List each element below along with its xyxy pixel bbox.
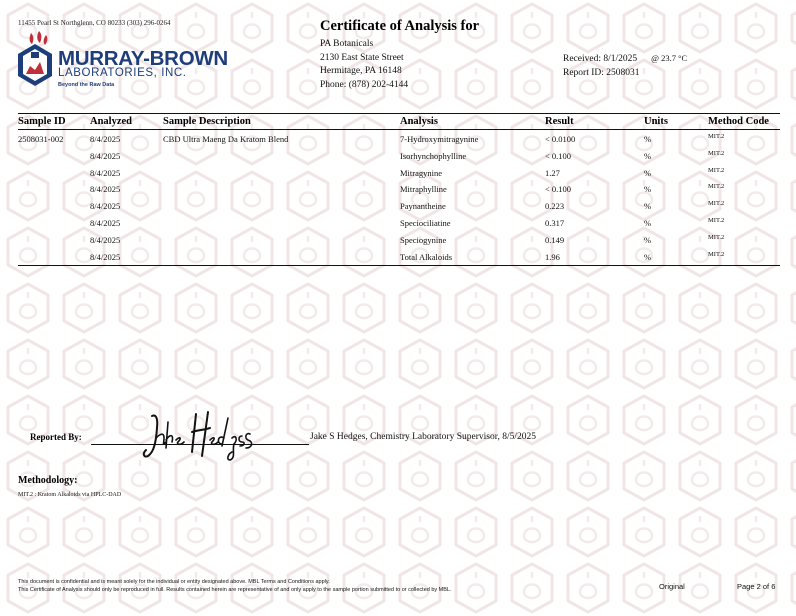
lab-logo <box>16 30 228 92</box>
cell-analyzed: 8/4/2025 <box>90 251 121 262</box>
methodology-note: MIT.2 : Kratom Alkaloids via HPLC-DAD <box>18 492 122 498</box>
cell-method-code: MIT.2 <box>708 166 725 174</box>
cell-method-code: MIT.2 <box>708 233 725 241</box>
footer-confidential: This document is confidential and is meant solely for the individual or entity designated above. MBL Terms and Conditions apply. <box>18 579 330 585</box>
cell-units: % <box>644 251 652 262</box>
client-phone: Phone: (878) 202-4144 <box>320 79 409 90</box>
cell-result: 0.317 <box>545 218 565 228</box>
footer-page: Page 2 of 6 <box>737 582 776 591</box>
reported-by-signer: Jake S Hedges, Chemistry Laboratory Supervisor, 8/5/2025 <box>310 432 537 442</box>
cell-method-code: MIT.2 <box>708 149 725 157</box>
cell-analysis: 7-Hydroxymitragynine <box>400 134 479 144</box>
received-temperature: @ 23.7 °C <box>651 53 688 63</box>
lab-name: MURRAY-BROWN <box>58 47 228 70</box>
cell-analyzed: 8/4/2025 <box>90 150 121 161</box>
cell-units: % <box>644 201 652 212</box>
cell-analysis: Mitraphylline <box>400 184 447 195</box>
header-units: Units <box>644 116 668 127</box>
methodology-title: Methodology: <box>18 475 78 486</box>
cell-analyzed: 8/4/2025 <box>90 134 121 144</box>
cell-result: < 0.0100 <box>545 134 576 144</box>
lab-address: 11455 Pearl St Northglenn, CO 80233 (303) 296-0264 <box>18 19 171 27</box>
cell-units: % <box>644 167 652 178</box>
cell-method-code: MIT.2 <box>708 200 725 208</box>
lab-tagline: Beyond the Raw Data <box>58 82 115 88</box>
cell-units: % <box>644 234 652 245</box>
cell-result: < 0.100 <box>545 150 572 161</box>
received-date: Received: 8/1/2025 <box>563 54 638 64</box>
signature-image <box>138 408 268 464</box>
cell-result: 1.96 <box>545 251 560 262</box>
cell-analyzed: 8/4/2025 <box>90 218 121 228</box>
cell-result: 1.27 <box>545 167 560 178</box>
cell-units: % <box>644 134 652 144</box>
cell-result: 0.223 <box>545 201 565 212</box>
cell-method-code: MIT.2 <box>708 133 725 140</box>
cell-analyzed: 8/4/2025 <box>90 234 121 245</box>
cell-sample-id: 2508031-002 <box>18 134 64 144</box>
table-rule-bottom <box>18 265 780 266</box>
footer-reproduction: This Certificate of Analysis should only be reproduced in full. Results contained herein are representative of and only apply to the sample portion submitted to or collected by MBL. <box>18 587 452 593</box>
header-description: Sample Description <box>163 116 251 127</box>
cell-method-code: MIT.2 <box>708 183 725 191</box>
cell-analysis: Mitragynine <box>400 167 443 178</box>
table-rule-top <box>18 113 780 114</box>
report-id: Report ID: 2508031 <box>563 67 640 78</box>
cell-analyzed: 8/4/2025 <box>90 167 121 178</box>
cell-analyzed: 8/4/2025 <box>90 184 121 195</box>
cell-units: % <box>644 150 652 161</box>
flask-shield-icon <box>16 30 54 90</box>
cell-analysis: Total Alkaloids <box>400 251 453 262</box>
header-analysis: Analysis <box>400 116 438 127</box>
header-analyzed: Analyzed <box>90 116 132 127</box>
cell-description: CBD Ultra Maeng Da Kratom Blend <box>163 134 289 144</box>
cell-method-code: MIT.2 <box>708 250 725 258</box>
cell-method-code: MIT.2 <box>708 217 725 224</box>
header-method: Method Code <box>708 116 769 127</box>
client-city: Hermitage, PA 16148 <box>320 66 402 76</box>
table-rule-header <box>18 129 780 130</box>
reported-by-label: Reported By: <box>30 432 82 442</box>
client-block <box>320 38 408 92</box>
cell-units: % <box>644 184 652 195</box>
receipt-block <box>563 52 687 80</box>
header-sample-id: Sample ID <box>18 116 66 127</box>
client-street: 2130 East State Street <box>320 52 404 63</box>
cell-result: < 0.100 <box>545 184 572 195</box>
cell-result: 0.149 <box>545 234 565 245</box>
lab-name-sub: LABORATORIES, INC. <box>58 67 187 79</box>
client-name: PA Botanicals <box>320 39 374 49</box>
cell-units: % <box>644 218 652 228</box>
cell-analysis: Isorhynchophylline <box>400 150 467 161</box>
footer-status: Original <box>659 582 685 591</box>
cell-analysis: Speciociliatine <box>400 218 451 228</box>
cell-analyzed: 8/4/2025 <box>90 201 121 212</box>
cell-analysis: Paynantheine <box>400 201 446 212</box>
header-result: Result <box>545 116 574 127</box>
certificate-title: Certificate of Analysis for <box>320 18 480 34</box>
cell-analysis: Speciogynine <box>400 234 447 245</box>
